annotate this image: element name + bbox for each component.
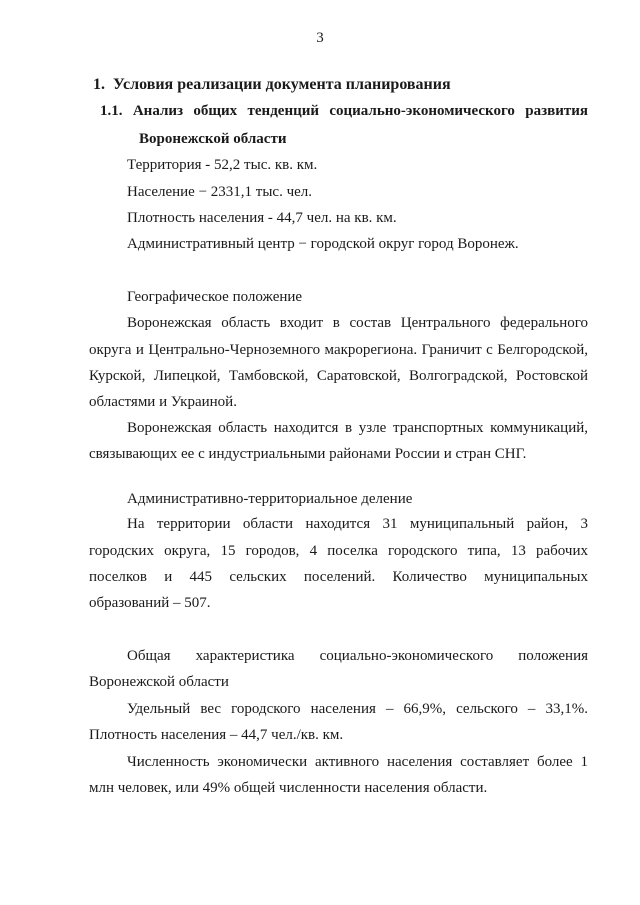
geo-paragraph-1-line: округа и Центрально-Черноземного макрорегиона. Граничит с Белгородской, — [89, 342, 588, 358]
subsection-heading-line-1: 1.1. Анализ общих тенденций социально-экономического развития — [100, 103, 588, 119]
fact-population: Население − 2331,1 тыс. чел. — [127, 184, 313, 200]
geo-paragraph-1-line: областями и Украиной. — [89, 394, 237, 410]
section-title: Условия реализации документа планирования — [113, 76, 451, 93]
general-paragraph-2-line: Численность экономически активного населения составляет более 1 — [127, 754, 588, 770]
geo-paragraph-2-line: Воронежская область находится в узле транспортных коммуникаций, — [127, 420, 588, 436]
geo-paragraph-1-line: Курской, Липецкой, Тамбовской, Саратовской, Волгоградской, Ростовской — [89, 368, 588, 384]
fact-density: Плотность населения - 44,7 чел. на кв. км. — [127, 210, 397, 226]
general-paragraph-1-line: Плотность населения – 44,7 чел./кв. км. — [89, 727, 344, 743]
general-paragraph-1-line: Удельный вес городского населения – 66,9%, сельского – 33,1%. — [127, 701, 588, 717]
general-heading-line-2: Воронежской области — [89, 674, 229, 690]
fact-admin-center: Административный центр − городской округ город Воронеж. — [127, 236, 519, 252]
admin-heading: Административно-территориальное деление — [127, 491, 413, 507]
section-number: 1. — [93, 76, 105, 93]
admin-paragraph-line: поселков и 445 сельских поселений. Количество муниципальных — [89, 569, 588, 585]
admin-paragraph-line: На территории области находится 31 муниципальный район, 3 — [127, 516, 588, 532]
geo-heading: Географическое положение — [127, 289, 303, 305]
admin-paragraph-line: образований – 507. — [89, 595, 211, 611]
admin-paragraph-line: городских округа, 15 городов, 4 поселка городского типа, 13 рабочих — [89, 543, 588, 559]
section-heading — [93, 76, 451, 94]
geo-paragraph-1-line: Воронежская область входит в состав Центрального федерального — [127, 315, 588, 331]
general-paragraph-2-line: млн человек, или 49% общей численности населения области. — [89, 780, 488, 796]
subsection-heading-line-2: Воронежской области — [139, 131, 287, 147]
fact-territory: Территория - 52,2 тыс. кв. км. — [127, 157, 318, 173]
general-heading-line-1: Общая характеристика социально-экономического положения — [127, 648, 588, 664]
page-number: 3 — [316, 30, 324, 46]
geo-paragraph-2-line: связывающих ее с индустриальными районами России и стран СНГ. — [89, 446, 527, 462]
